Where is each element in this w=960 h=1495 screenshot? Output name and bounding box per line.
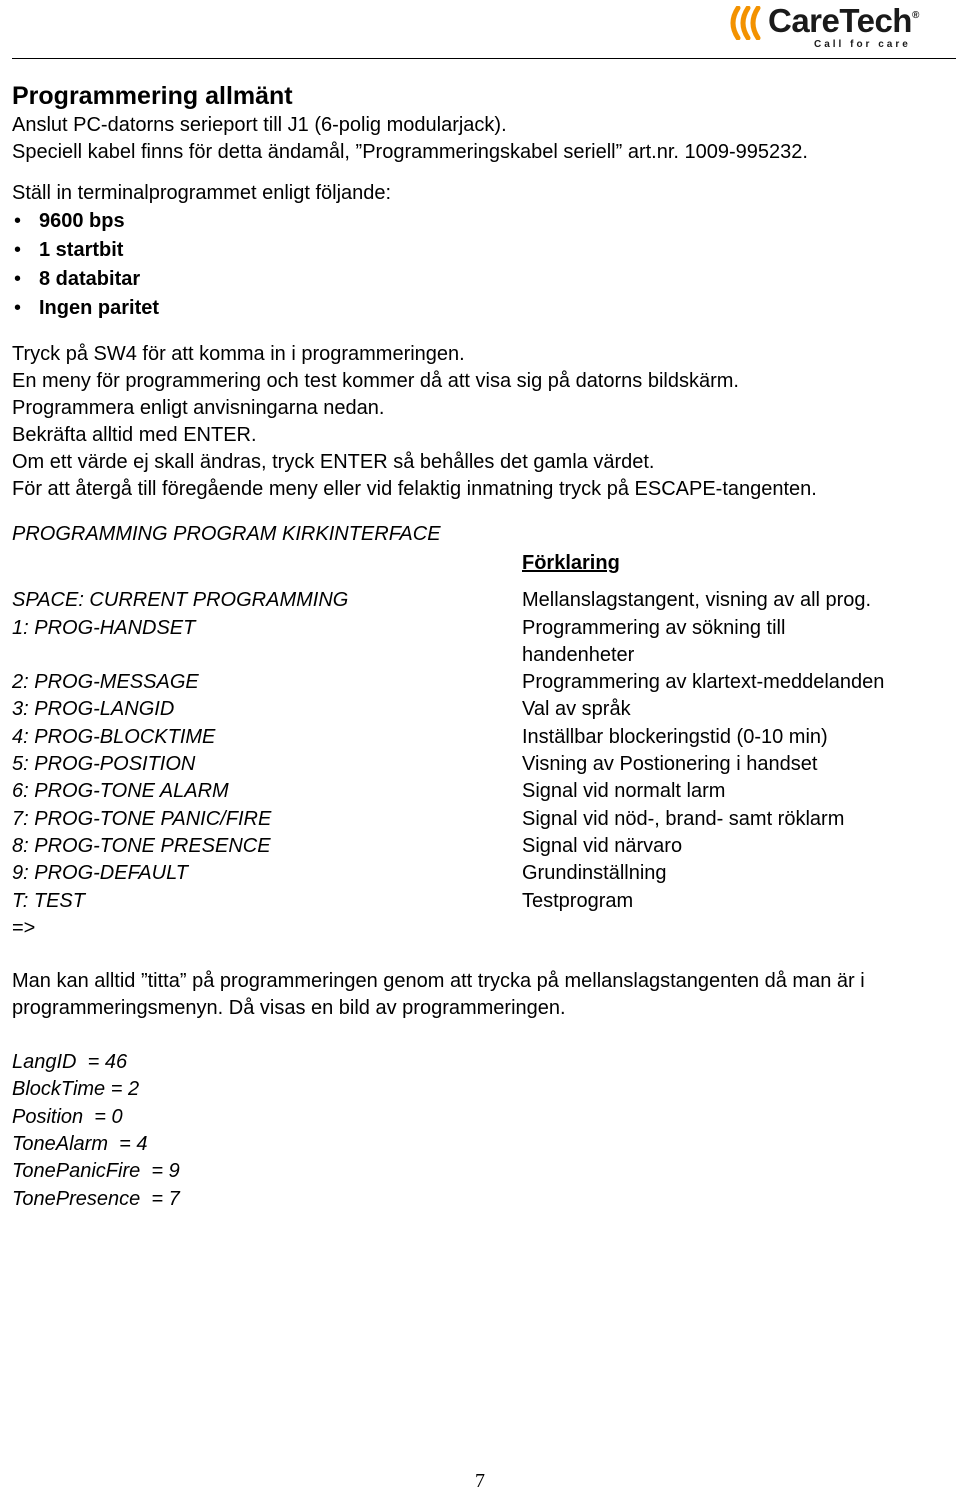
- menu-key: 6: PROG-TONE ALARM: [12, 780, 229, 803]
- value-line: LangID = 46: [12, 1051, 128, 1074]
- document-body: [12, 80, 952, 1213]
- menu-key: 2: PROG-MESSAGE: [12, 671, 199, 694]
- page-title: Programmering allmänt: [12, 82, 293, 110]
- menu-desc: Val av språk: [522, 698, 631, 721]
- menu-table: [12, 550, 952, 577]
- intro-line: Speciell kabel finns för detta ändamål, ”Programmeringskabel seriell” art.nr. 1009-995232.: [12, 141, 808, 163]
- instruction-line: Om ett värde ej skall ändras, tryck ENTER så behålles det gamla värdet.: [12, 451, 655, 473]
- menu-desc: Signal vid närvaro: [522, 834, 683, 857]
- instruction-line: Bekräfta alltid med ENTER.: [12, 424, 257, 446]
- page-number: 7: [475, 1470, 485, 1492]
- settings-item: • Ingen paritet: [12, 294, 952, 323]
- value-line: TonePanicFire = 9: [12, 1160, 180, 1183]
- menu-desc: Signal vid nöd-, brand- samt röklarm: [522, 807, 845, 830]
- menu-key: 1: PROG-HANDSET: [12, 616, 196, 639]
- menu-key: 4: PROG-BLOCKTIME: [12, 725, 216, 748]
- menu-key: 9: PROG-DEFAULT: [12, 862, 188, 885]
- instruction-line: Programmera enligt anvisningarna nedan.: [12, 397, 385, 419]
- logo-tagline: Call for care: [814, 39, 911, 50]
- logo-arcs-icon: [726, 6, 770, 40]
- menu-desc: Testprogram: [522, 889, 634, 912]
- menu-desc: Visning av Postionering i handset: [522, 753, 818, 776]
- menu-desc: Inställbar blockeringstid (0-10 min): [522, 725, 828, 748]
- settings-item: • 1 startbit: [12, 236, 952, 265]
- caretech-logo: [726, 2, 936, 52]
- menu-key: 7: PROG-TONE PANIC/FIRE: [12, 807, 272, 830]
- bullet-icon: •: [14, 239, 22, 261]
- settings-intro: Ställ in terminalprogrammet enligt följande:: [12, 182, 392, 204]
- bullet-icon: •: [14, 210, 22, 232]
- menu-desc: Programmering av sökning till handenheter: [522, 616, 786, 666]
- value-line: Position = 0: [12, 1105, 123, 1128]
- value-line: BlockTime = 2: [12, 1078, 140, 1101]
- menu-desc: Mellanslagstangent, visning av all prog.: [522, 589, 872, 612]
- intro-line: Anslut PC-datorns serieport till J1 (6-polig modularjack).: [12, 114, 507, 136]
- instruction-line: Tryck på SW4 för att komma in i programmeringen.: [12, 343, 465, 365]
- value-line: ToneAlarm = 4: [12, 1133, 148, 1156]
- menu-key: 5: PROG-POSITION: [12, 753, 196, 776]
- programming-values: [12, 1049, 952, 1213]
- settings-list: [12, 207, 952, 323]
- menu-title: PROGRAMMING PROGRAM KIRKINTERFACE: [12, 523, 441, 545]
- menu-key: 3: PROG-LANGID: [12, 698, 175, 721]
- menu-items: [12, 587, 952, 942]
- menu-desc: Signal vid normalt larm: [522, 780, 726, 803]
- overview-text: Man kan alltid ”titta” på programmeringen genom att trycka på mellanslagstangenten då man är i programmeringsmenyn. Då visas en bild av programmeringen.: [12, 970, 865, 1020]
- instruction-line: En meny för programmering och test kommer då att visa sig på datorns bildskärm.: [12, 370, 739, 392]
- settings-item: • 9600 bps: [12, 207, 952, 236]
- menu-key: 8: PROG-TONE PRESENCE: [12, 834, 271, 857]
- settings-item: • 8 databitar: [12, 265, 952, 294]
- bullet-icon: •: [14, 268, 22, 290]
- bullet-icon: •: [14, 297, 22, 319]
- menu-desc: Grundinställning: [522, 862, 667, 885]
- menu-key: SPACE: CURRENT PROGRAMMING: [12, 589, 349, 612]
- explanation-header: Förklaring: [522, 552, 620, 574]
- value-line: TonePresence = 7: [12, 1187, 180, 1210]
- header-rule: [12, 58, 956, 59]
- menu-key: T: TEST: [12, 889, 85, 912]
- menu-desc: Programmering av klartext-meddelanden: [522, 671, 885, 694]
- menu-prompt: =>: [12, 916, 36, 939]
- instruction-line: För att återgå till föregående meny eller vid felaktig inmatning tryck på ESCAPE-tangenten.: [12, 478, 817, 500]
- logo-brand: CareTech®: [768, 2, 919, 39]
